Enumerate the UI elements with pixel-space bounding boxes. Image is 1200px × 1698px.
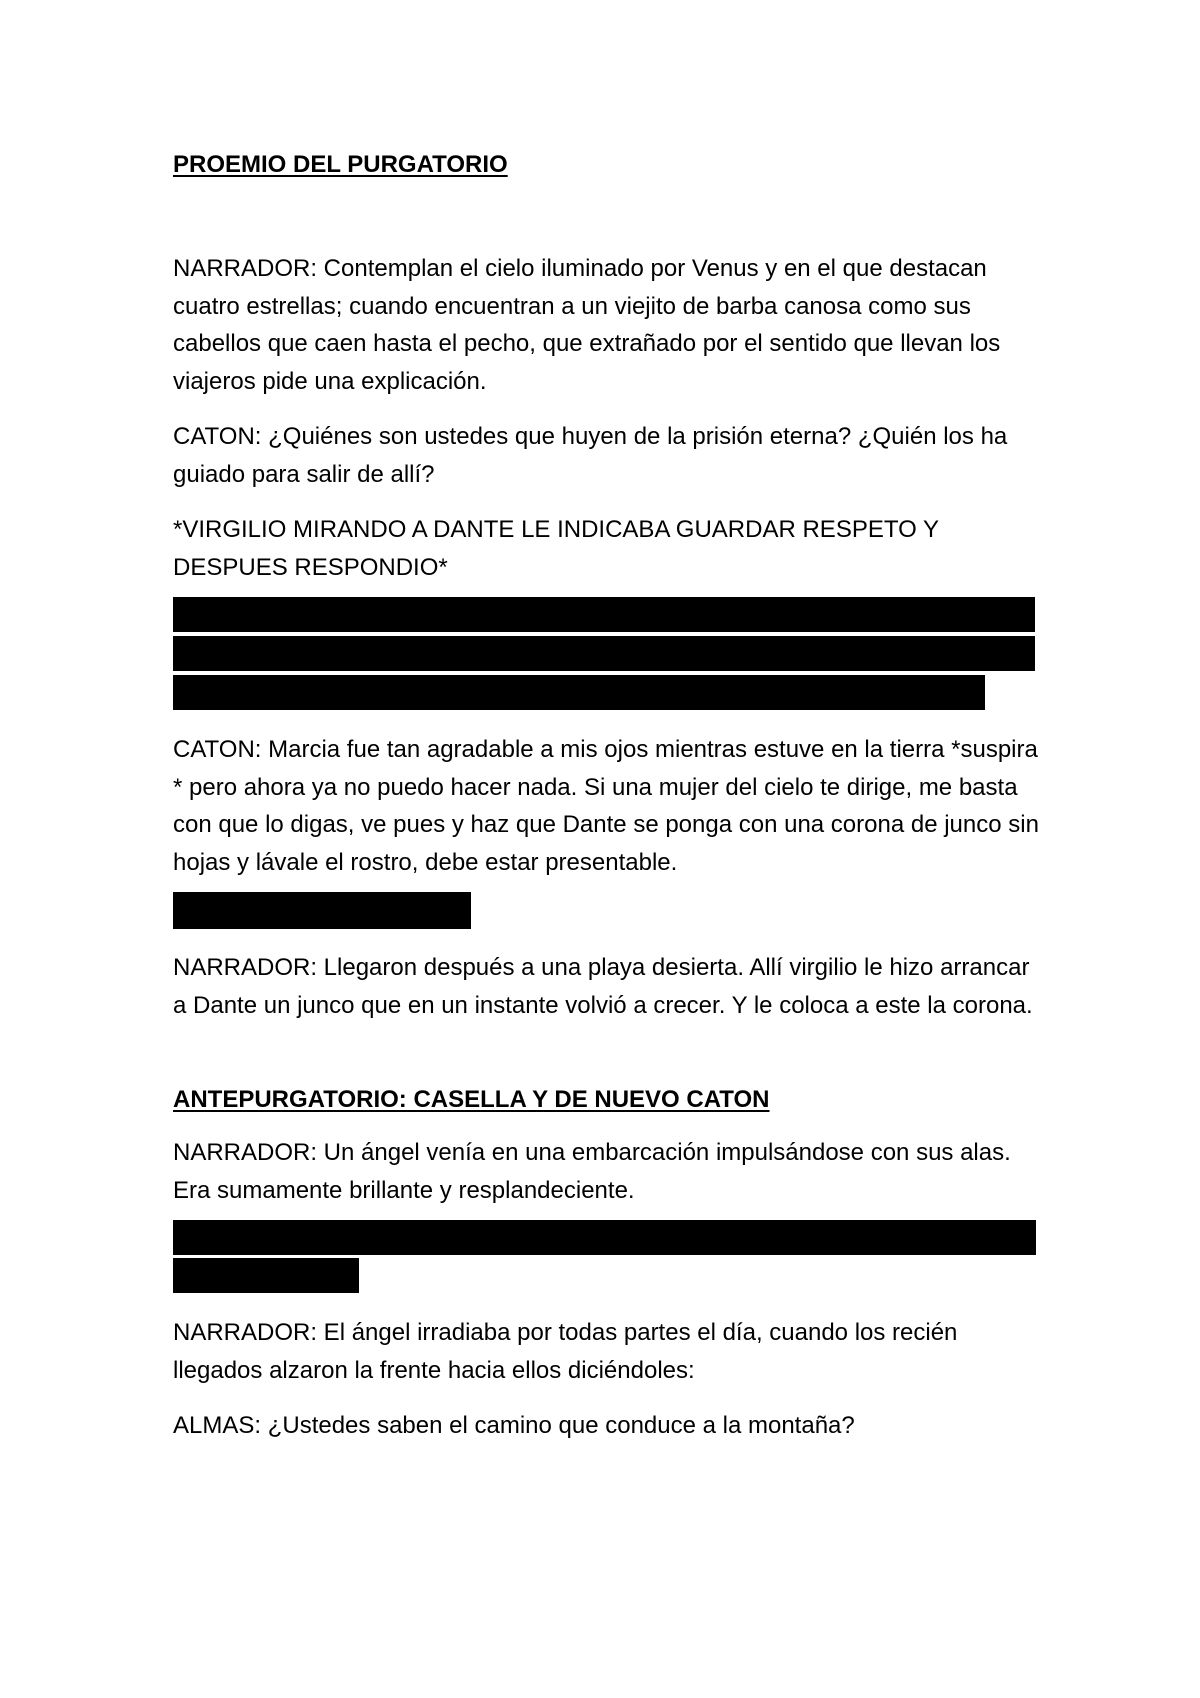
section-heading: ANTEPURGATORIO: CASELLA Y DE NUEVO CATON (173, 1086, 770, 1113)
redaction-bar (173, 892, 471, 929)
paragraph-caton-1: CATON: ¿Quiénes son ustedes que huyen de la prisión eterna? ¿Quién los ha guiado para salir de allí? (173, 423, 1008, 488)
redaction-bar (173, 675, 985, 710)
document-title: PROEMIO DEL PURGATORIO (173, 151, 508, 178)
paragraph-narrador-4: NARRADOR: El ángel irradiaba por todas partes el día, cuando los recién llegados alzaron la frente hacia ellos diciéndoles: (173, 1319, 958, 1384)
paragraph-narrador-1: NARRADOR: Contemplan el cielo iluminado por Venus y en el que destacan cuatro estrellas; cuando encuentran a un viejito de barba canosa como sus cabellos que caen hasta el pecho, que extrañado por el sentido que llevan los viajeros pide una explicación. (173, 255, 1001, 395)
redaction-bar (173, 636, 1035, 671)
paragraph-almas: ALMAS: ¿Ustedes saben el camino que conduce a la montaña? (173, 1412, 855, 1439)
redaction-bar (173, 1258, 359, 1293)
paragraph-stage-direction: *VIRGILIO MIRANDO A DANTE LE INDICABA GUARDAR RESPETO Y DESPUES RESPONDIO* (173, 516, 939, 581)
paragraph-caton-2: CATON: Marcia fue tan agradable a mis ojos mientras estuve en la tierra *suspira * pero ahora ya no puedo hacer nada. Si una mujer del cielo te dirige, me basta con que lo digas, ve pues y haz que Dante se ponga con una corona de junco sin hojas y lávale el rostro, debe estar presentable. (173, 736, 1039, 876)
paragraph-narrador-2: NARRADOR: Llegaron después a una playa desierta. Allí virgilio le hizo arrancar a Dante un junco que en un instante volvió a crecer. Y le coloca a este la corona. (173, 954, 1033, 1019)
redaction-bar (173, 597, 1035, 632)
paragraph-narrador-3: NARRADOR: Un ángel venía en una embarcación impulsándose con sus alas. Era sumamente brillante y resplandeciente. (173, 1139, 1011, 1204)
redaction-bar (173, 1220, 1036, 1255)
